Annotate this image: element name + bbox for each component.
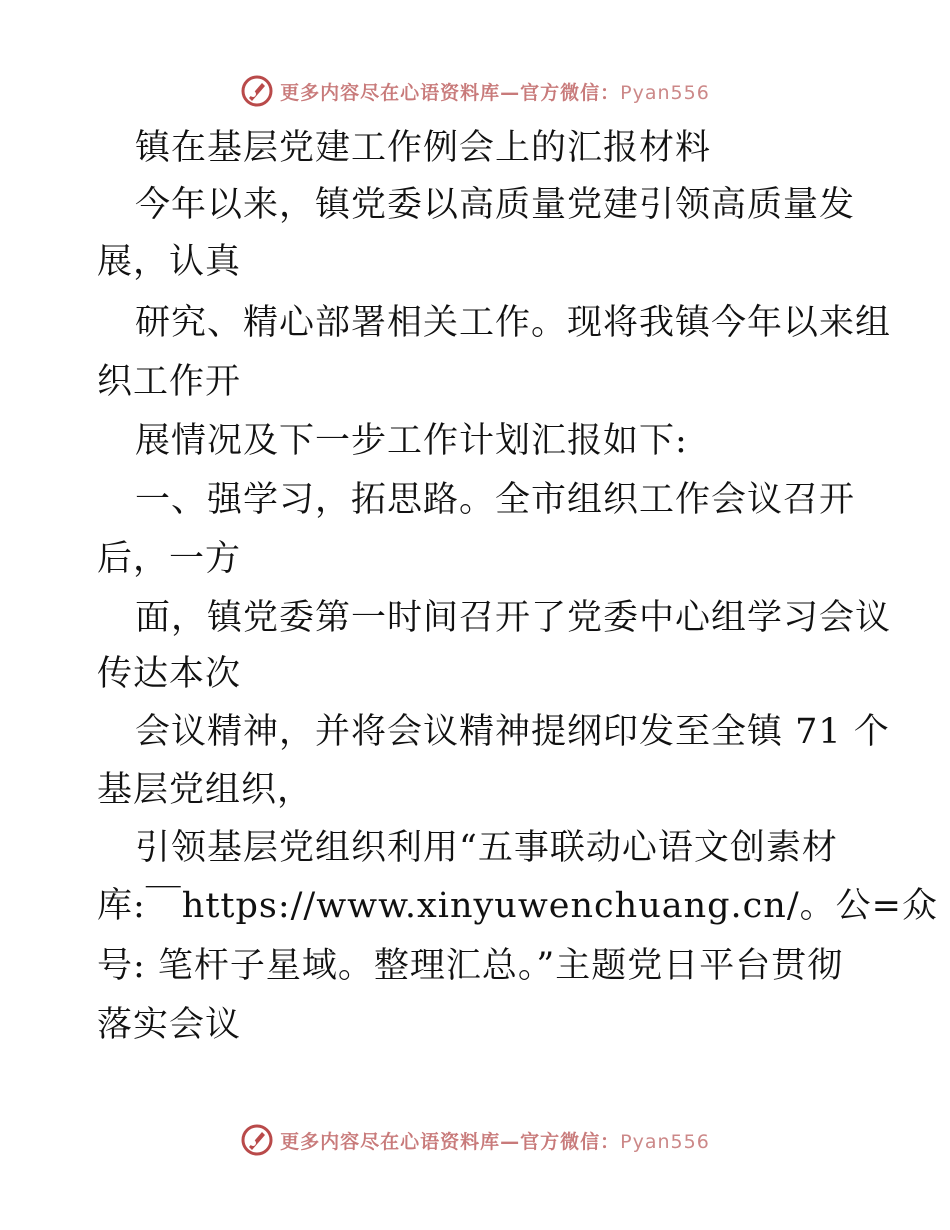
header-banner bbox=[0, 71, 950, 111]
paragraph-line: 库:￣https://www.xinyuwenchuang.cn/。公=众 bbox=[97, 886, 938, 926]
paragraph-line: 传达本次 bbox=[97, 654, 242, 694]
banner-text: 更多内容尽在心语资料库—官方微信：Pyan556 bbox=[280, 1130, 710, 1153]
paragraph-line: 织工作开 bbox=[97, 362, 242, 402]
footer-banner bbox=[0, 1120, 950, 1160]
paragraph-line: 一、强学习，拓思路。全市组织工作会议召开 bbox=[135, 480, 856, 520]
paragraph-line: 会议精神，并将会议精神提纲印发至全镇 71 个 bbox=[135, 712, 890, 752]
paragraph-line: 研究、精心部署相关工作。现将我镇今年以来组 bbox=[135, 303, 892, 343]
banner-contact: Pyan556 bbox=[620, 81, 710, 104]
logo-icon bbox=[240, 74, 274, 108]
paragraph-line: 号: 笔杆子星域。整理汇总。”主题党日平台贯彻 bbox=[97, 946, 844, 986]
paragraph-line: 基层党组织， bbox=[97, 770, 314, 810]
banner-text: 更多内容尽在心语资料库—官方微信：Pyan556 bbox=[280, 81, 710, 104]
paragraph-line: 今年以来，镇党委以高质量党建引领高质量发 bbox=[135, 185, 856, 225]
banner-contact: Pyan556 bbox=[620, 1130, 710, 1153]
paragraph-line: 后，一方 bbox=[97, 539, 242, 579]
paragraph-line: 展，认真 bbox=[97, 242, 242, 282]
logo-icon bbox=[240, 1123, 274, 1157]
paragraph-line: 面，镇党委第一时间召开了党委中心组学习会议 bbox=[135, 598, 892, 638]
paragraph-line: 落实会议 bbox=[97, 1005, 242, 1045]
paragraph-line: 引领基层党组织利用“五事联动心语文创素材 bbox=[135, 828, 838, 868]
paragraph-line: 展情况及下一步工作计划汇报如下: bbox=[135, 421, 688, 461]
doc-title: 镇在基层党建工作例会上的汇报材料 bbox=[135, 128, 712, 168]
